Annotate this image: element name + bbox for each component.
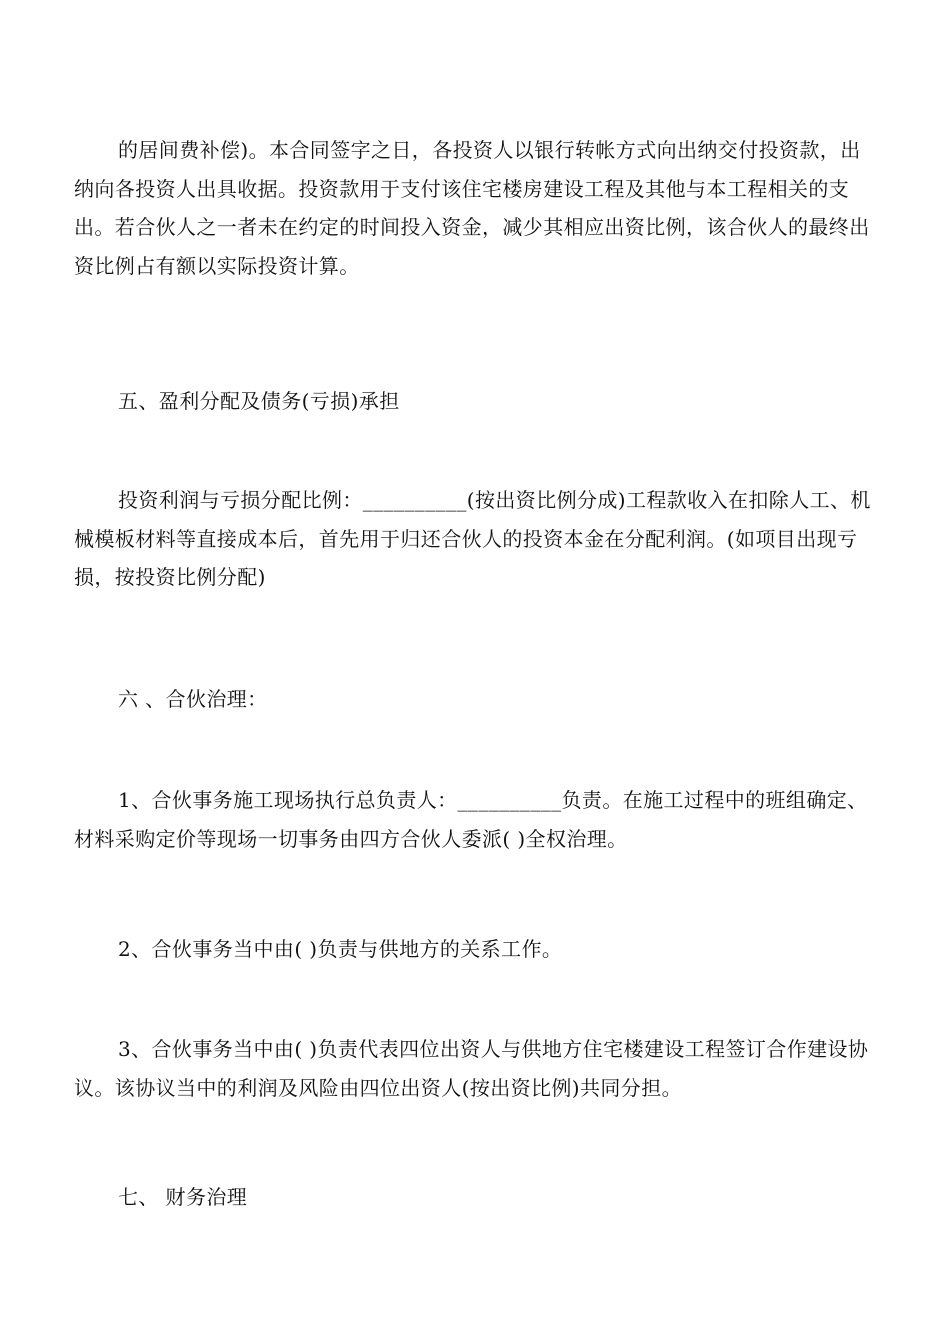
paragraph-investment-payment: 的居间费补偿)。本合同签字之日，各投资人以银行转帐方式向出纳交付投资款，出纳向各投资人出具收据。投资款用于支付该住宅楼房建设工程及其他与本工程相关的支出。若合伙人之一者未在约定的时间投入资金，减少其相应出资比例，该合伙人的最终出资比例占有额以实际投资计算。 xyxy=(74,138,870,278)
paragraph-governance-item-3: 3、合伙事务当中由( )负责代表四位出资人与供地方住宅楼建设工程签订合作建设协议。该协议当中的利润及风险由四位出资人(按出资比例)共同分担。 xyxy=(74,1037,869,1100)
section-heading-profit-distribution: 五、盈利分配及债务(亏损)承担 xyxy=(118,389,400,413)
section-heading-financial-governance: 七、 财务治理 xyxy=(118,1185,248,1209)
paragraph-governance-item-2: 2、合伙事务当中由( )负责与供地方的关系工作。 xyxy=(118,937,563,961)
paragraph-profit-ratio: 投资利润与亏损分配比例：__________(按出资比例分成)工程款收入在扣除人工、机械模板材料等直接成本后，首先用于归还合伙人的投资本金在分配利润。(如项目出现亏损，按投资比例分配) xyxy=(74,488,871,589)
paragraph-governance-item-1: 1、合伙事务施工现场执行总负责人：__________负责。在施工过程中的班组确定、材料采购定价等现场一切事务由四方合伙人委派( )全权治理。 xyxy=(74,788,868,851)
section-heading-partnership-governance: 六 、合伙治理： xyxy=(118,687,268,711)
